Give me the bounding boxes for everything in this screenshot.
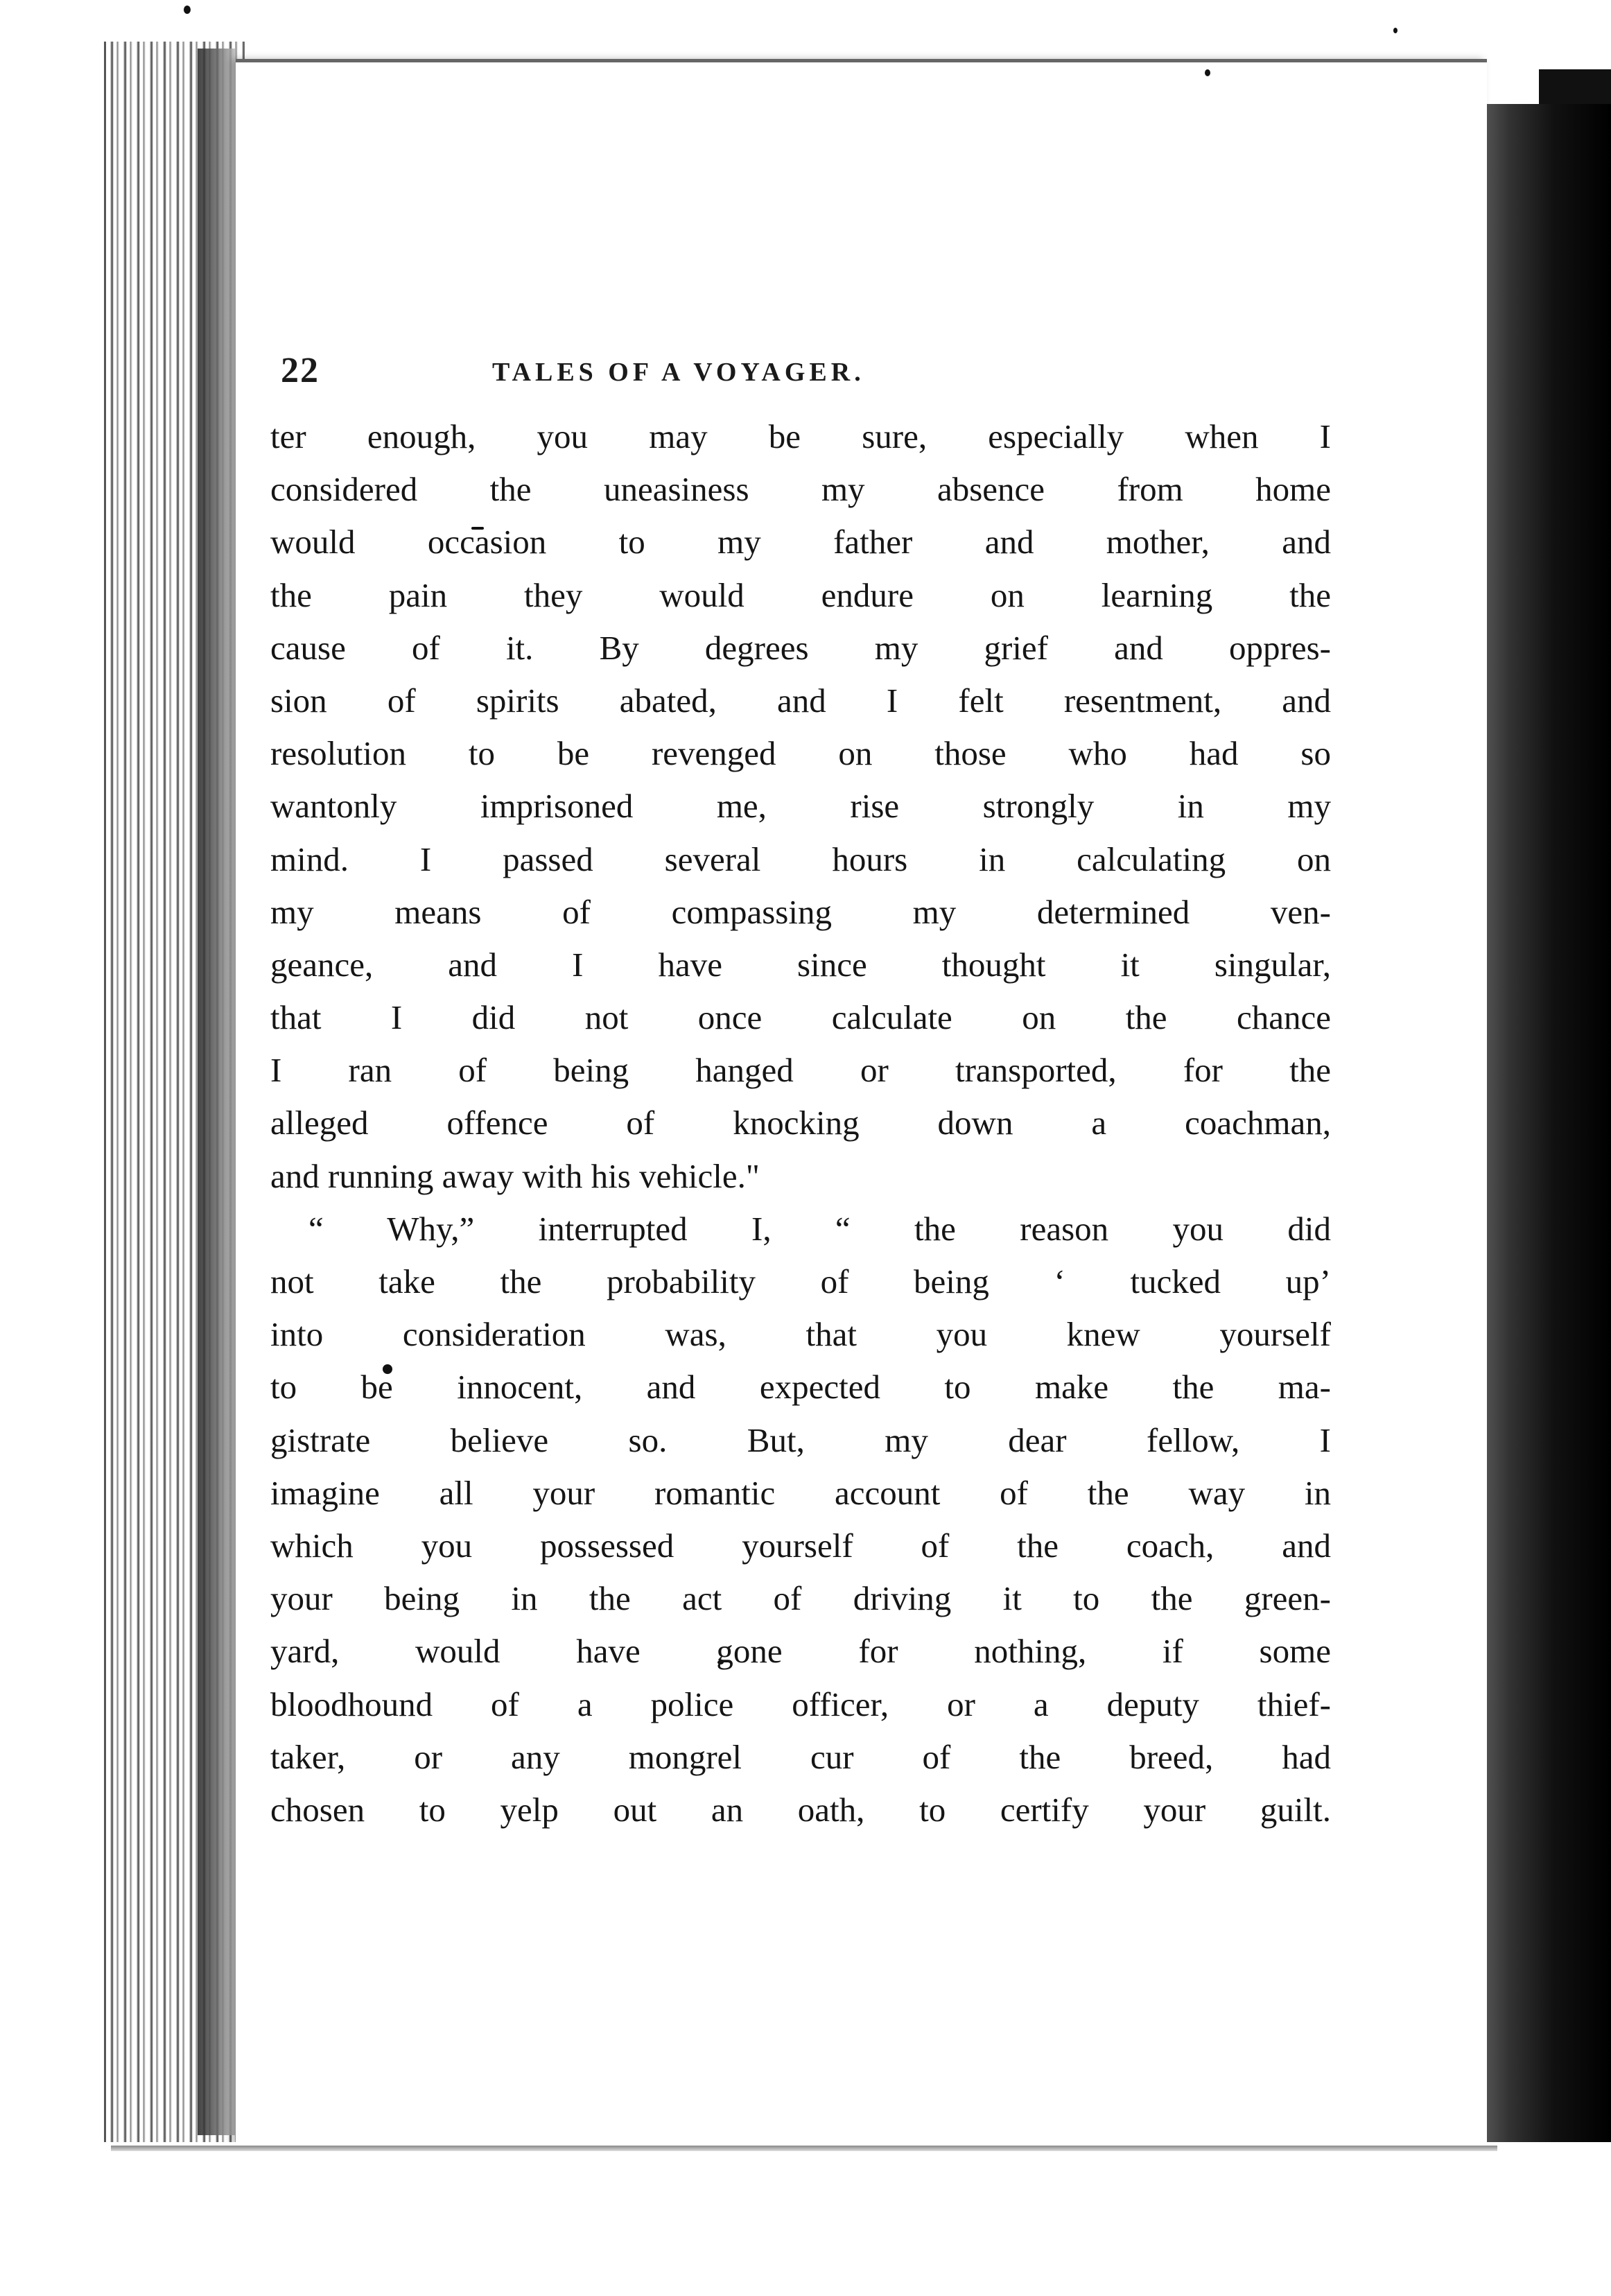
text-line: not take the probability of being ‘ tucked up’ bbox=[270, 1262, 1331, 1301]
text-line: into consideration was, that you knew yourself bbox=[270, 1315, 1331, 1354]
facing-page-shadow bbox=[1483, 104, 1611, 2149]
text-line: to be innocent, and expected to make the ma- bbox=[270, 1368, 1331, 1407]
paragraph-end-line: and running away with his vehicle." bbox=[270, 1156, 760, 1195]
body-text bbox=[270, 410, 1331, 1836]
page-header bbox=[281, 350, 1140, 399]
scan-margin-bottom bbox=[97, 2142, 1611, 2296]
text-line: bloodhound of a police officer, or a deputy thief- bbox=[270, 1685, 1331, 1723]
page-bottom-edge bbox=[111, 2146, 1497, 2151]
paragraph-start-line: “ Why,” interrupted I, “ the reason you did bbox=[308, 1209, 1331, 1248]
gutter-shadow bbox=[198, 49, 236, 2135]
text-line: that I did not once calculate on the chance bbox=[270, 998, 1331, 1037]
text-line: my means of compassing my determined ven- bbox=[270, 892, 1331, 931]
text-line: considered the uneasiness my absence from home bbox=[270, 470, 1331, 509]
text-line: cause of it. By degrees my grief and oppres- bbox=[270, 628, 1331, 667]
text-line: alleged offence of knocking down a coachman, bbox=[270, 1104, 1331, 1142]
text-line: ter enough, you may be sure, especially when I bbox=[270, 417, 1331, 455]
text-line: would occasion to my father and mother, and bbox=[270, 523, 1331, 562]
text-line: which you possessed yourself of the coach, and bbox=[270, 1526, 1331, 1565]
text-line: gistrate believe so. But, my dear fellow, I bbox=[270, 1420, 1331, 1459]
text-line: taker, or any mongrel cur of the breed, had bbox=[270, 1737, 1331, 1776]
text-line: wantonly imprisoned me, rise strongly in my bbox=[270, 787, 1331, 826]
text-line: resolution to be revenged on those who had so bbox=[270, 734, 1331, 773]
text-line: geance, and I have since thought it singular, bbox=[270, 945, 1331, 984]
page-number: 22 bbox=[281, 351, 320, 390]
text-line: chosen to yelp out an oath, to certify your guilt. bbox=[270, 1790, 1331, 1829]
text-line: yard, would have gone for nothing, if some bbox=[270, 1632, 1331, 1671]
text-line: imagine all your romantic account of the way in bbox=[270, 1473, 1331, 1512]
text-line: sion of spirits abated, and I felt resentment, and bbox=[270, 681, 1331, 720]
text-line: the pain they would endure on learning the bbox=[270, 575, 1331, 614]
text-line: I ran of being hanged or transported, for the bbox=[270, 1051, 1331, 1090]
running-head: TALES OF A VOYAGER. bbox=[492, 358, 865, 387]
text-line: your being in the act of driving it to the green- bbox=[270, 1579, 1331, 1618]
text-line: mind. I passed several hours in calculating on bbox=[270, 840, 1331, 878]
